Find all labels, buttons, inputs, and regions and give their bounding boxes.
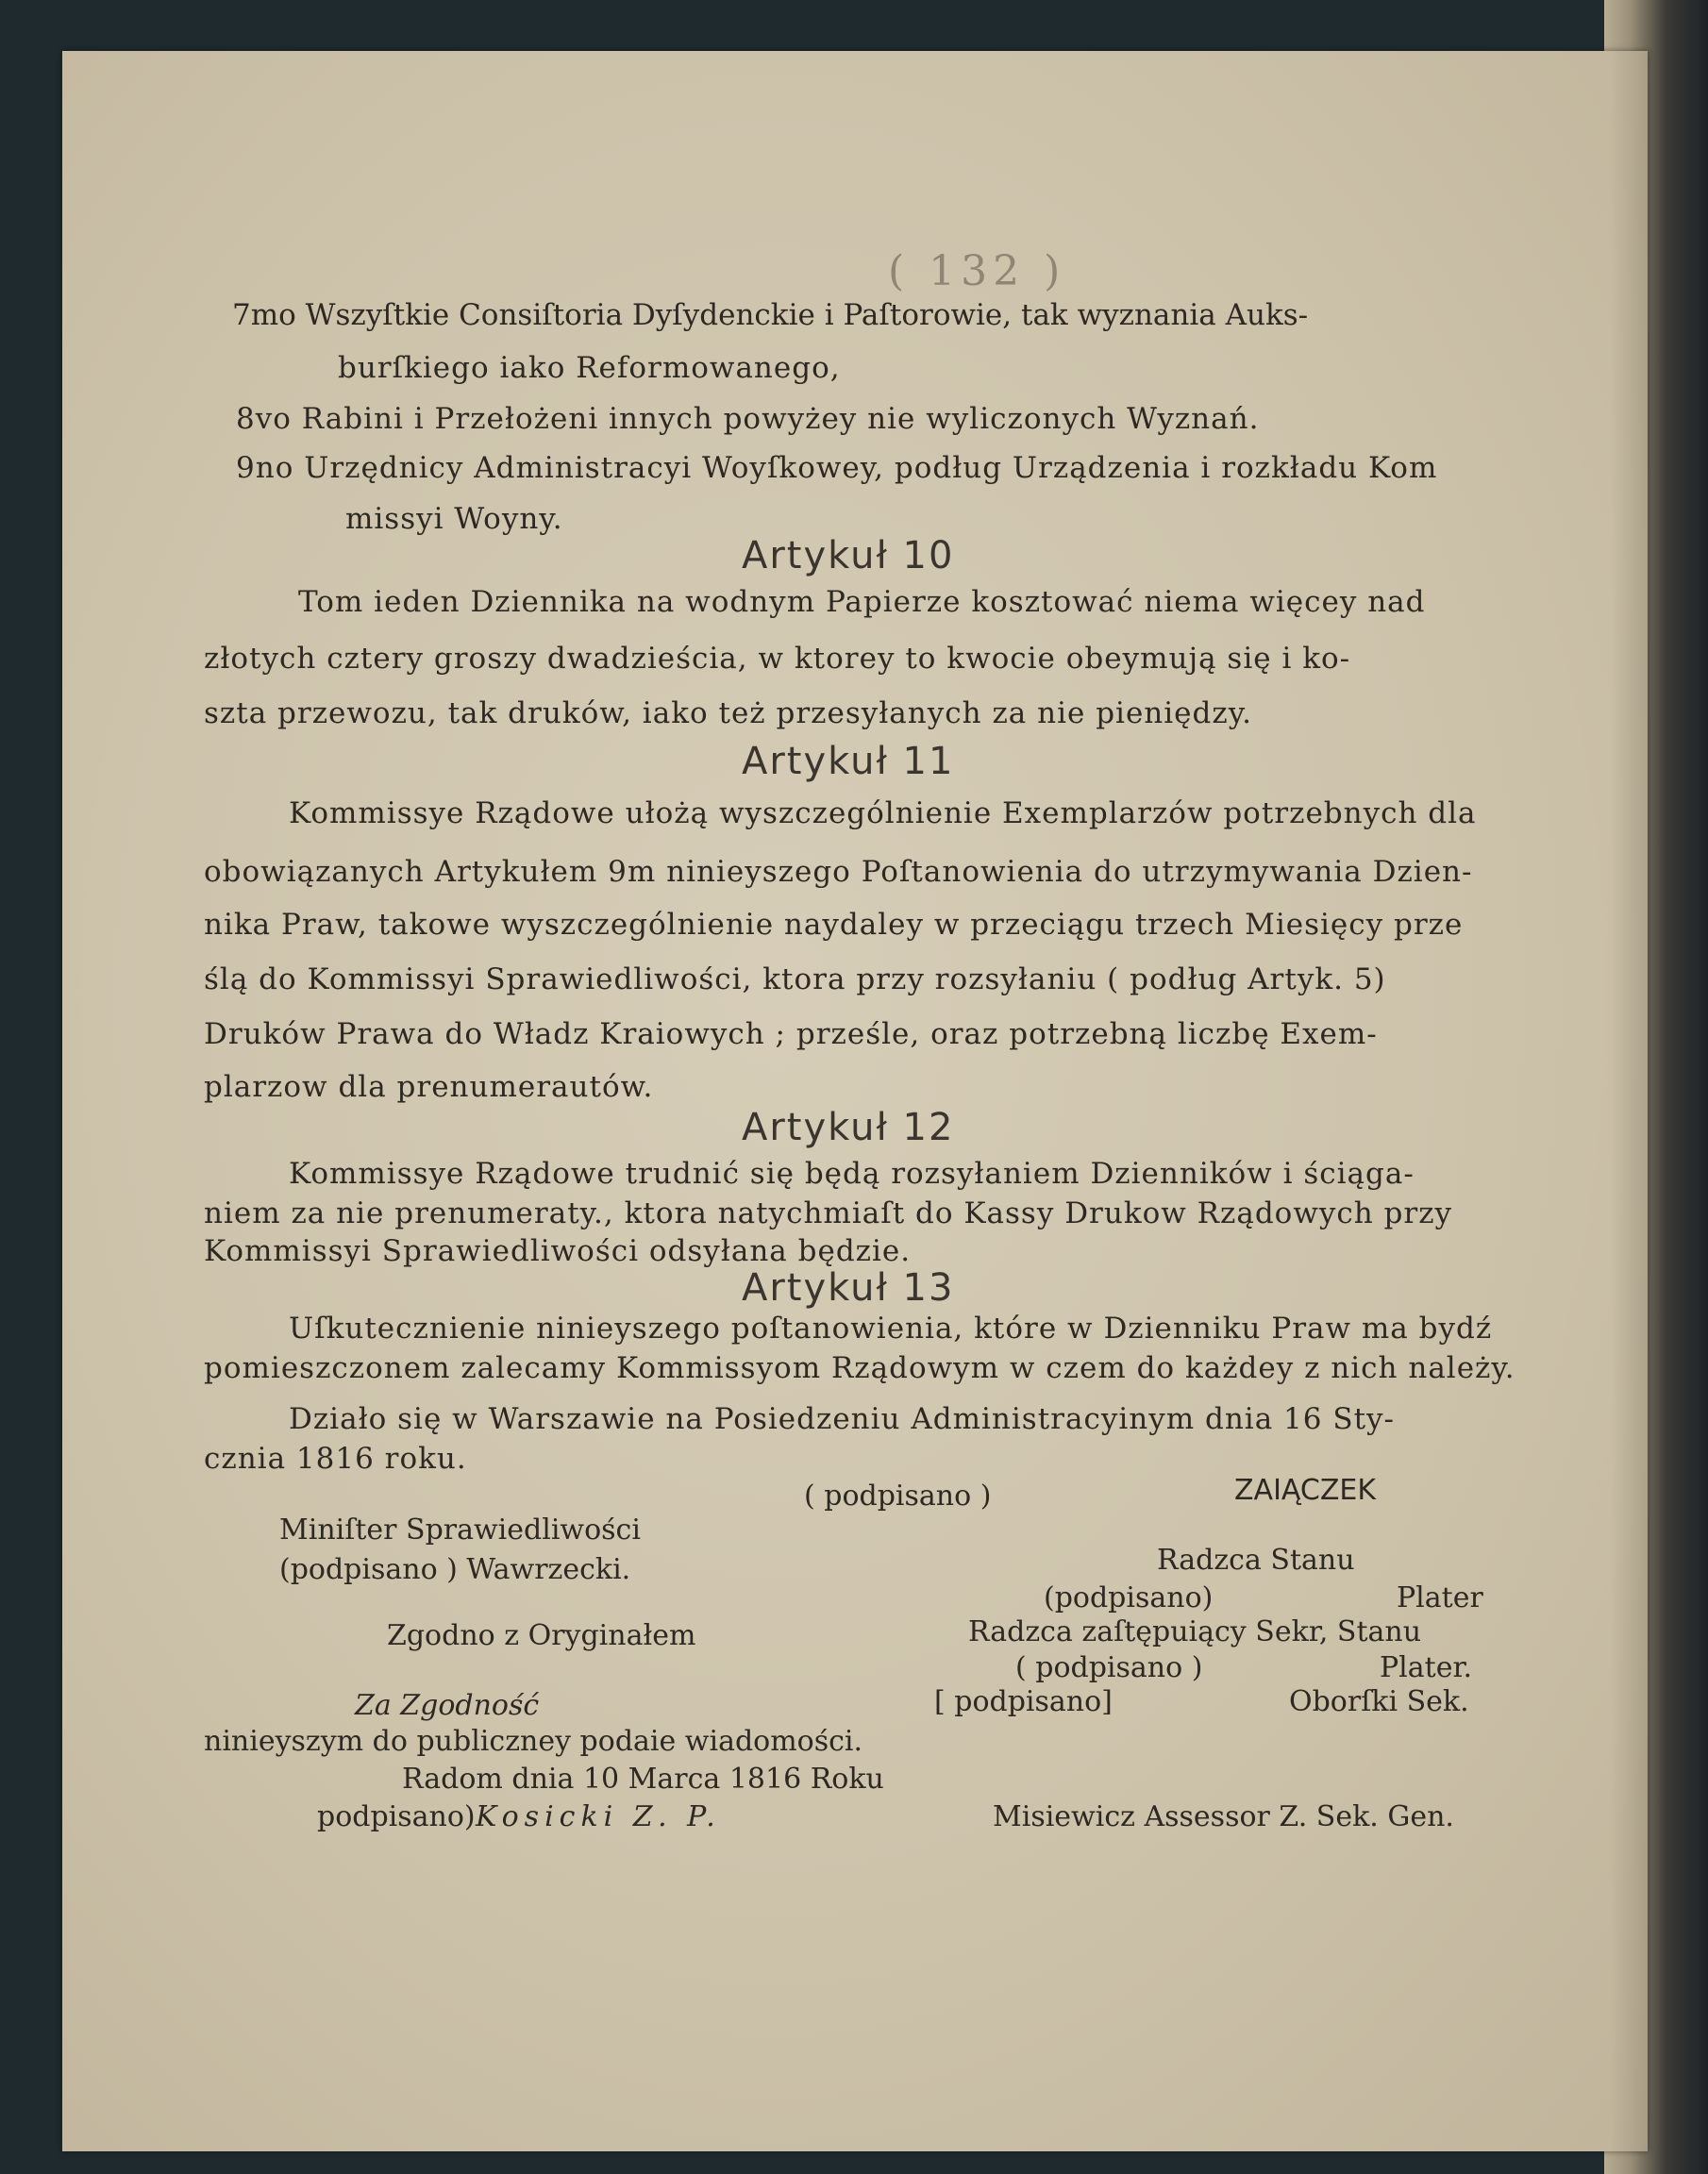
zgodno-z-oryginalem: Zgodno z Oryginałem	[387, 1619, 696, 1652]
text-line-12: ślą do Kommissyi Sprawiedliwości, ktora przy rozsyłaniu ( podług Artyk. 5)	[204, 962, 1386, 996]
kosicki-label: podpisano)	[317, 1800, 476, 1833]
text-line-16: niem za nie prenumeraty., ktora natychmiaſt do Kassy Drukow Rządowych przy	[204, 1196, 1453, 1230]
oborski-name: Oborſki Sek.	[1289, 1685, 1469, 1718]
text-line-14: plarzow dla prenumerautów.	[204, 1070, 654, 1104]
text-line-21: cznia 1816 roku.	[204, 1442, 467, 1476]
text-line-2: burſkiego iako Reformowanego,	[338, 351, 841, 385]
text-line-18: Uſkutecznienie ninieyszego poſtanowienia, które w Dzienniku Praw ma bydź	[289, 1312, 1493, 1346]
text-line-8: szta przewozu, tak druków, iako też przesyłanych za nie pieniędzy.	[204, 696, 1252, 730]
text-line-1	[232, 298, 1619, 332]
publiczney-wiadomosci: ninieyszym do publiczney podaie wiadomości.	[204, 1725, 863, 1758]
text-line-20: Działo się w Warszawie na Posiedzeniu Administracyinym dnia 16 Sty-	[289, 1402, 1396, 1436]
minister-title: Miniſter Sprawiedliwości	[279, 1513, 641, 1547]
text-line-6: Tom ieden Dziennika na wodnym Papierze kosztować niema więcey nad	[298, 585, 1426, 619]
minister-signed: (podpisano ) Wawrzecki.	[279, 1553, 631, 1586]
text-line-13: Druków Prawa do Władz Kraiowych ; prześle, oraz potrzebną liczbę Exem-	[204, 1017, 1378, 1051]
text-line-7: złotych cztery groszy dwadzieścia, w ktorey to kwocie obeymują się i ko-	[204, 642, 1351, 676]
radzca-zastepujacy: Radzca zaſtępuiący Sekr, Stanu	[968, 1615, 1422, 1648]
text-line-19: pomieszczonem zalecamy Kommissyom Rządowym w czem do każdey z nich należy.	[204, 1351, 1515, 1385]
plater-name: Plater	[1397, 1581, 1483, 1614]
text-line-15: Kommissye Rządowe trudnić się będą rozsyłaniem Dzienników i ściąga-	[289, 1157, 1415, 1191]
za-zgodnosc: Za Zgodność	[355, 1689, 540, 1722]
page-number: ( 132 )	[888, 247, 1066, 295]
heading-artykul-10: Artykuł 10	[742, 534, 955, 577]
document-page	[62, 51, 1648, 2151]
text-line-1-content: 7mo Wszyſtkie Consiſtoria Dyſydenckie i Paſtorowie, tak wyznania Auks-	[232, 298, 1309, 332]
text-line-17: Kommissyi Sprawiedliwości odsyłana będzie.	[204, 1234, 912, 1268]
text-line-4: 9no Urzędnicy Administracyi Woyſkowey, podług Urządzenia i rozkładu Kom	[236, 451, 1438, 485]
podpisano-oborski: [ podpisano]	[934, 1685, 1113, 1718]
text-line-9: Kommissye Rządowe ułożą wyszczególnienie Exemplarzów potrzebnych dla	[289, 796, 1477, 830]
signature-zaiaczek: ZAIĄCZEK	[1234, 1474, 1377, 1507]
text-line-10: obowiązanych Artykułem 9m ninieyszego Poſtanowienia do utrzymywania Dzien-	[204, 855, 1473, 889]
page-edge-shadow	[1610, 51, 1648, 2151]
podpisano-plater-2: ( podpisano )	[1015, 1651, 1203, 1684]
radom-date: Radom dnia 10 Marca 1816 Roku	[402, 1763, 884, 1796]
signature-podpisano-center: ( podpisano )	[804, 1480, 992, 1513]
text-line-5: missyi Woyny.	[345, 502, 563, 536]
text-line-11: nika Praw, takowe wyszczególnienie naydaley w przeciągu trzech Miesięcy prze	[204, 908, 1464, 942]
podpisano-plater: (podpisano)	[1044, 1581, 1214, 1614]
heading-artykul-13: Artykuł 13	[742, 1266, 955, 1310]
misiewicz-signature: Misiewicz Assessor Z. Sek. Gen.	[993, 1800, 1454, 1833]
heading-artykul-11: Artykuł 11	[742, 740, 955, 783]
kosicki-name: Kosicki Z. P.	[476, 1800, 721, 1833]
text-line-3: 8vo Rabini i Przełożeni innych powyżey nie wyliczonych Wyznań.	[236, 402, 1260, 436]
radzca-stanu: Radzca Stanu	[1157, 1544, 1355, 1577]
plater-name-2: Plater.	[1380, 1651, 1473, 1684]
heading-artykul-12: Artykuł 12	[742, 1106, 955, 1149]
